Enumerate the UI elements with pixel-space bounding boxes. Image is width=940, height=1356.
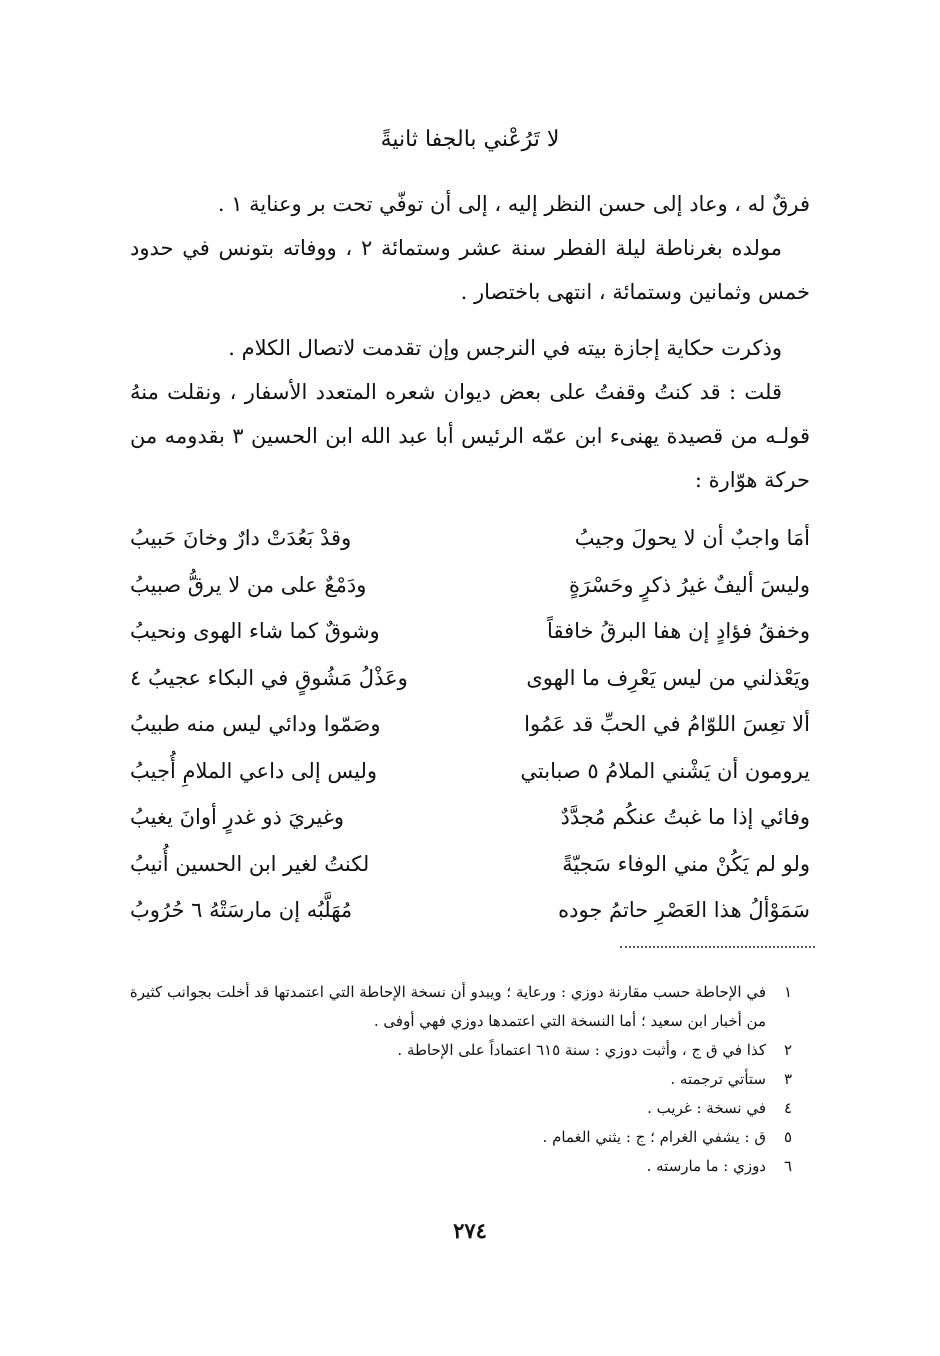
footnote-number: ٢ [783, 1041, 792, 1059]
paragraph-birth-death [130, 226, 810, 314]
footnote-text: في نسخة : غريب . [647, 1099, 766, 1117]
footnote-number: ١ [783, 983, 792, 1001]
poem-verse [130, 794, 810, 841]
poem [130, 515, 810, 934]
poem-verse [130, 887, 810, 934]
footnote-divider [620, 946, 815, 948]
poem-verse [130, 515, 810, 562]
paragraph-text: فرقٌ له ، وعاد إلى حسن النظر إليه ، إلى أن توفّي تحت بر وعناية ١ . [217, 192, 810, 216]
verse-second-hemistich: وصَمّوا ودائي ليس منه طبيبُ [130, 712, 381, 736]
footnote [112, 1094, 792, 1123]
verse-second-hemistich: مُهَلَّبُه إن مارسَتْهُ ٦ حُرُوبُ [130, 898, 353, 922]
footnote [112, 1123, 792, 1152]
poem-verse [130, 701, 810, 748]
verse-first-hemistich: وليسَ أليفٌ غيرُ ذكرٍ وحَسْرَةٍ [569, 572, 810, 597]
running-head: لا تَرُعْني بالجفا ثانيةً [380, 127, 560, 152]
footnote-text: في الإحاطة حسب مقارنة دوزي : ورعاية ؛ ويبدو أن نسخة الإحاطة التي اعتمدتها قد أخلت بجوانب كثيرة من أخبار ابن سعيد ؛ أما النسخة التي اعتمدها دوزي فهي أوفى . [129, 983, 766, 1030]
footnote-number: ٤ [783, 1099, 792, 1117]
paragraph-text: مولده بغرناطة ليلة الفطر سنة عشر وستمائة ٢ ، ووفاته بتونس في حدود خمس وثمانين وستمائة ، انتهى باختصار . [130, 236, 810, 304]
verse-first-hemistich: ويَعْذلني من ليس يَعْرِف ما الهوى [526, 665, 810, 690]
poem-verse [130, 841, 810, 888]
verse-second-hemistich: وقدْ بَعُدَتْ دارٌ وخانَ حَبيبُ [130, 526, 352, 550]
poem-verse [130, 748, 810, 795]
footnote-text: ستأتي ترجمته . [670, 1070, 766, 1088]
verse-first-hemistich: ألا تعِسَ اللوّامُ في الحبِّ قد عَمُوا [524, 712, 810, 736]
footnote-number: ٣ [783, 1070, 792, 1088]
paragraph-continuation [130, 182, 810, 226]
footnotes [112, 978, 792, 1181]
verse-first-hemistich: يرومون أن يَشْني الملامُ ٥ صبابتي [520, 758, 810, 783]
footnote [112, 1152, 792, 1181]
verse-second-hemistich: وعَذْلُ مَشُوقٍ في البكاء عجيبُ ٤ [130, 665, 408, 690]
page-number: ٢٧٤ [453, 1218, 487, 1243]
paragraph-text: وذكرت حكاية إجازة بيته في النرجس وإن تقدمت لاتصال الكلام . [228, 336, 782, 360]
footnote [112, 1036, 792, 1065]
verse-first-hemistich: ولو لم يَكُنْ مني الوفاء سَجيّةً [562, 851, 810, 876]
poem-verse [130, 655, 810, 702]
footnote-number: ٦ [783, 1157, 792, 1175]
footnote [112, 1065, 792, 1094]
footnote-text: ق : يشفي الغرام ؛ ج : يثني الغمام . [542, 1128, 766, 1146]
verse-first-hemistich: سَمَوْألُ هذا العَصْرِ حاتمُ جوده [558, 898, 810, 922]
verse-second-hemistich: وغيريَ ذو غدرٍ أوانَ يغيبُ [130, 805, 344, 829]
verse-first-hemistich: أمَا واجبٌ أن لا يحولَ وجيبُ [574, 526, 810, 550]
footnote-text: دوزي : ما مارسته . [646, 1157, 766, 1175]
footnote-text: كذا في ق ج ، وأثبت دوزي : سنة ٦١٥ اعتماداً على الإحاطة . [397, 1041, 766, 1059]
footnote [112, 978, 792, 1036]
verse-first-hemistich: وخفقُ فؤادٍ إن هفا البرقُ خافقاً [547, 619, 810, 643]
paragraph-narcissus [130, 326, 810, 370]
verse-second-hemistich: لكنتُ لغير ابن الحسين أُنيبُ [130, 851, 370, 876]
verse-second-hemistich: ودَمْعٌ على من لا يرقُّ صبيبُ [130, 572, 367, 597]
verse-second-hemistich: وشوقٌ كما شاء الهوى ونحيبُ [130, 619, 380, 643]
poem-verse [130, 608, 810, 655]
paragraph-text: قلت : قد كنتُ وقفتُ على بعض ديوان شعره المتعدد الأسفار ، ونقلت منهُ قولـه من قصيدة يهنىء ابن عمّه الرئيس أبا عبد الله ابن الحسين ٣ بقدومه من حركة هوّارة : [130, 380, 810, 492]
verse-first-hemistich: وفائي إذا ما غبتُ عنكُم مُجدَّدٌ [560, 805, 810, 829]
footnote-number: ٥ [783, 1128, 792, 1146]
poem-verse [130, 562, 810, 609]
verse-second-hemistich: وليس إلى داعي الملامِ أُجيبُ [130, 758, 377, 783]
paragraph-diwan [130, 370, 810, 502]
